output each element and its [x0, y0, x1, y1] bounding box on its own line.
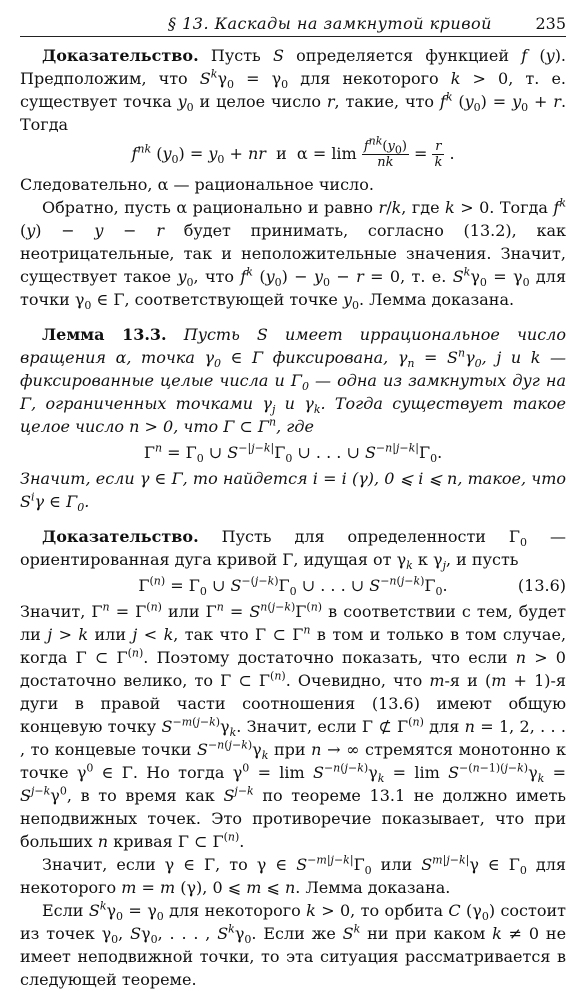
running-head [20, 10, 566, 37]
running-head-title: § 13. Каскады на замкнутой кривой [168, 14, 492, 33]
paragraph-proof-2: Доказательство. Пусть для определенности $\Gamma_0$ — ориентированная дуга кривой Γ, идущая от $\gamma_k$ к $\gamma_j$, и пусть [20, 527, 566, 573]
equation-rotation-limit: $f^{nk}$ $(y_0) = y_0$ + nr и α = lim $\frac{f^{nk}(y_0)}{nk}$ = $\frac{r}{k}$ . [131, 134, 455, 170]
paragraph-orbit: Если $S^k\gamma_0 = \gamma_0$ для некоторого k > 0, то орбита C $(\gamma_0)$ состоит из точек $\gamma_0$, $S\gamma_0$, . . . , $S^k\gamma_0$. Если же $S^k$ ни при каком k ≠ 0 не имеет неподвижной точки, то эта ситуация рассматривается в следующей теореме. [20, 899, 567, 989]
page-number: 235 [535, 14, 566, 33]
equation-gamma-n: $\Gamma^n = \Gamma_0$ ∪ $S^{-|j-k|}\Gamma_0$ ∪ . . . ∪ $S^{-n|j-k|}\Gamma_0$. [143, 441, 443, 466]
paragraph-proof-body: Значит, $\Gamma^n = \Gamma^{(n)}$ или $\Gamma^n = S^{n(j-k)}\Gamma^{(n)}$ в соответствии с тем, будет ли j > k или j < k, так что Γ ⊂ $\Gamma^n$ в том и только в том случае, когда Γ ⊂ $\Gamma^{(n)}$. Поэтому достаточно показать, что если n > 0 достаточно велико, то Γ ⊂ $\Gamma^{(n)}$. Очевидно, что m-я и (m + 1)-я дуги в правой части соотношения (13.6) имеют общую концевую точку $S^{-m(j-k)}\gamma_k$. Значит, если Γ ⊄ $\Gamma^{(n)}$ для n = 1, 2, . . . , то концевые точки $S^{-n(j-k)}\gamma_k$ при n → ∞ стремятся монотонно к точке $\gamma^0$ ∈ Γ. Но тогда $\gamma^0 = \lim S^{-n(j-k)}\gamma_k = \lim S^{-(n-1)(j-k)}\gamma_k = S^{j-k}\gamma^0$, в то время как $S^{j-k}$ по теореме 13.1 не должно иметь неподвижных точек. Это противоречие показывает, что при больших n кривая Γ ⊂ $\Gamma^{(n)}$. [20, 600, 567, 851]
paragraph-proof-1: Доказательство. Пусть S определяется функцией f (y). Предположим, что $S^k\gamma_0 = \gamma_0$ для некоторого k > 0, т. е. существует точка $y_0$ и целое число r, такие, что $f^k$ $(y_0) = y_0 + r$. Тогда [20, 46, 567, 134]
proof-label-2: Доказательство. [42, 527, 199, 546]
paragraph-proof-end: Значит, если γ ∈ Γ, то γ ∈ $S^{-m|j-k|}\Gamma_0$ или $S^{m|j-k|}\gamma$ ∈ $\Gamma_0$ для некоторого m = m (γ), 0 ⩽ m ⩽ n. Лемма доказана. [20, 853, 566, 897]
paragraph-lemma-13-3: Лемма 13.3. Пусть S имеет иррациональное число вращения α, точка $\gamma_0$ ∈ Γ фиксирована, $\gamma_n = S^n\gamma_0$, j и k — фиксированные целые числа и $\Gamma_0$ — одна из замкнутых дуг на Γ, ограниченных точками $\gamma_j$ и $\gamma_k$. Тогда существует такое целое число n > 0, что Γ ⊂ $\Gamma^n$, где [20, 325, 566, 436]
equation-13-6: $\Gamma^{(n)} = \Gamma_0$ ∪ $S^{-(j-k)}\Gamma_0$ ∪ . . . ∪ $S^{-n(j-k)}\Gamma_0$. (13.6) [138, 574, 566, 599]
paragraph-rational: Следовательно, α — рациональное число. [20, 175, 374, 194]
paragraph-converse: Обратно, пусть α рационально и равно r/k, где k > 0. Тогда $f^k$ (y) − y − r будет принимать, согласно (13.2), как неотрицательные, так и неположительные значения. Значит, существует такое $y_0$, что $f^k$ $(y_0) - y_0 - r = 0$, т. е. $S^k\gamma_0 = \gamma_0$ для точки $\gamma_0$ ∈ Γ, соответствующей точке $y_0$. Лемма доказана. [20, 196, 567, 313]
equation-number: (13.6) [517, 576, 566, 595]
lemma-label: Лемма 13.3. [42, 325, 167, 344]
page-body [20, 44, 566, 991]
paragraph-lemma-conclusion: Значит, если γ ∈ Γ, то найдется i = i (γ), 0 ⩽ i ⩽ n, такое, что $S^i\gamma$ ∈ $\Gamma_0$. [20, 469, 566, 515]
proof-label: Доказательство. [42, 46, 199, 65]
